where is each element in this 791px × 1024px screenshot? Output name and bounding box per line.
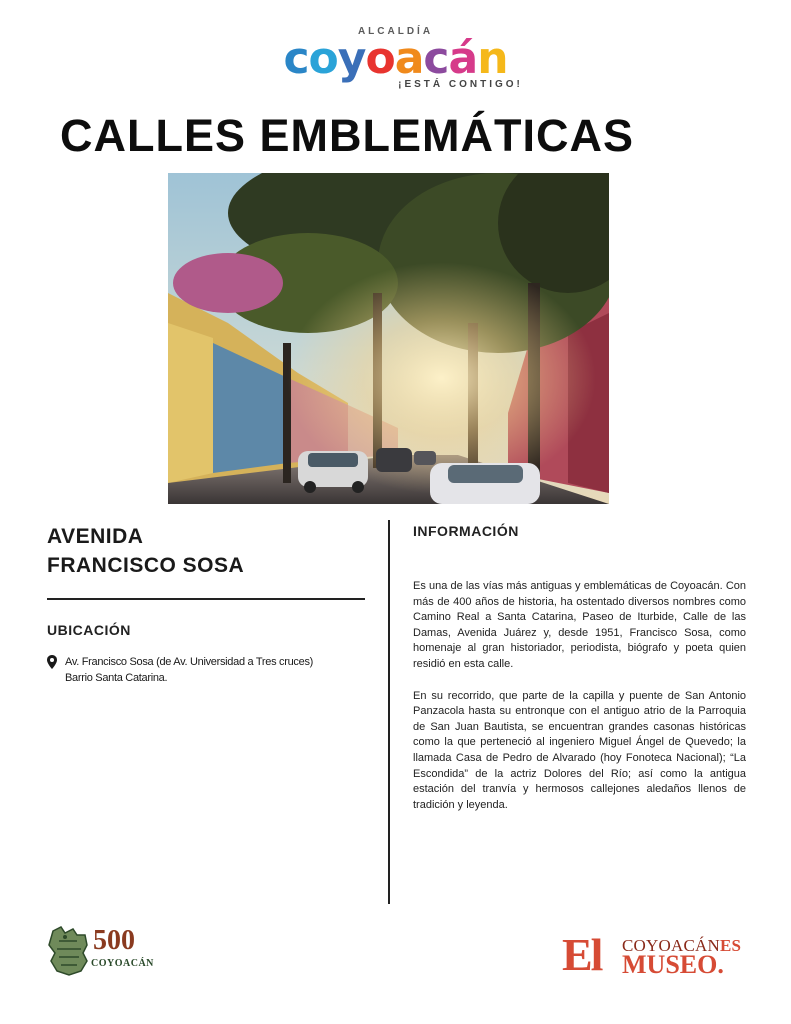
logo-letter: a — [394, 33, 424, 84]
logo-letter: y — [337, 33, 366, 84]
logo-500-number: 500 — [93, 925, 135, 956]
location-line1: Av. Francisco Sosa (de Av. Universidad a Tres cruces) — [65, 655, 314, 668]
coyoacan-logo — [0, 26, 791, 90]
coyoacan-es-museo-logo — [562, 929, 752, 982]
page-title: CALLES EMBLEMÁTICAS — [60, 110, 634, 161]
information-paragraph-1: Es una de las vías más antiguas y emblemáticas de Coyoacán. Con más de 400 años de historia, ha ostentado diversos nombres como Camino Real a Santa Catarina, Paseo de Iturbide, Calle de las Damas, Avenida Juárez y, desde 1951, Francisco Sosa, como homenaje al gran historiador, periodista, biógrafo y poeta quien residió en esta calle. — [413, 580, 746, 670]
street-details — [47, 522, 365, 686]
street-title — [47, 522, 365, 580]
logo-letter: c — [283, 33, 309, 84]
street-photo — [168, 173, 609, 504]
location-line2: Barrio Santa Catarina. — [65, 671, 168, 684]
location-heading: UBICACIÓN — [47, 621, 131, 638]
logo-letter: o — [308, 33, 338, 84]
coyote-glyph-icon — [47, 925, 91, 977]
information-section — [413, 523, 746, 813]
location-address — [47, 654, 365, 686]
location-text — [65, 654, 313, 686]
divider — [47, 598, 365, 600]
logo-museo-word: MUSEO. — [622, 950, 724, 979]
column-divider — [388, 520, 390, 904]
logo-letter: á — [448, 33, 478, 84]
logo-museo-es: ES — [719, 936, 742, 955]
logo-tagline: ¡ESTÁ CONTIGO! — [398, 79, 523, 90]
street-title-line1: AVENIDA — [47, 525, 144, 548]
logo-wordmark — [0, 33, 791, 84]
logo-top-text: ALCALDÍA — [357, 26, 434, 37]
street-title-line2: FRANCISCO SOSA — [47, 554, 245, 577]
coyoacan-500-logo — [47, 925, 167, 979]
logo-500-city: COYOACÁN — [91, 958, 154, 969]
logo-letter: o — [365, 33, 395, 84]
information-paragraph-2: En su recorrido, que parte de la capilla y puente de San Antonio Panzacola hasta su entronque con el antiguo atrio de la Parroquia de San Juan Bautista, se encuentran grandes casonas históricas como la que perteneció al ingeniero Miguel Ángel de Quevedo; la llamada Casa de Pedro de Alvarado (hoy Fonoteca Nacional); “La Escondida” de la actriz Dolores del Río; así como la antigua estación del tranvía y hermosos callejones aledaños llenos de tradición y leyenda. — [413, 689, 746, 811]
information-heading: INFORMACIÓN — [413, 523, 519, 539]
location-pin-icon — [47, 654, 65, 686]
logo-letter: c — [423, 33, 449, 84]
logo-letter: n — [477, 33, 508, 84]
logo-museo-el: El — [562, 929, 602, 980]
logo-museo-coyoacan-word: COYOACÁN — [622, 936, 720, 955]
